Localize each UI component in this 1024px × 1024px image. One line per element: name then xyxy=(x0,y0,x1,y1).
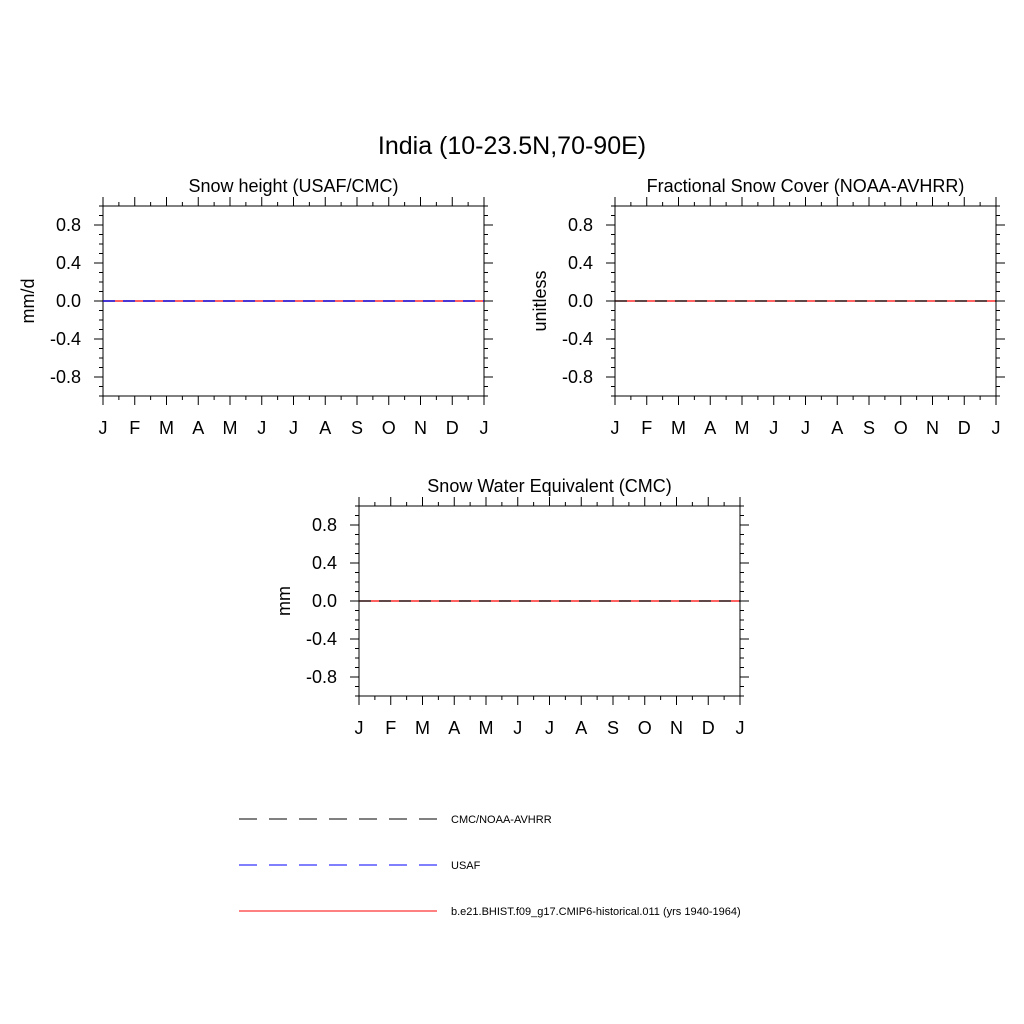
y-tick-label: -0.8 xyxy=(561,367,593,387)
x-tick-label: A xyxy=(575,718,588,738)
panel-1 xyxy=(18,176,493,438)
x-tick-label: F xyxy=(129,418,141,438)
y-tick-label: -0.4 xyxy=(49,329,81,349)
x-tick-label: S xyxy=(350,418,364,438)
x-tick-label: J xyxy=(289,418,298,438)
y-tick-label: 0.4 xyxy=(55,253,81,273)
x-tick-label: J xyxy=(801,418,810,438)
y-tick-label: 0.8 xyxy=(55,215,81,235)
figure-title: India (10-23.5N,70-90E) xyxy=(377,132,647,160)
y-tick-label: 0.0 xyxy=(311,591,337,611)
x-tick-label: J xyxy=(257,418,267,438)
x-tick-label: J xyxy=(735,718,745,738)
x-tick-label: S xyxy=(606,718,620,738)
x-tick-label: M xyxy=(415,718,430,738)
panel-3 xyxy=(274,476,749,738)
x-tick-label: J xyxy=(513,718,523,738)
y-axis-label: mm xyxy=(274,586,294,616)
x-tick-label: D xyxy=(957,418,971,438)
legend xyxy=(239,814,741,918)
x-tick-label: F xyxy=(385,718,397,738)
legend-label: b.e21.BHIST.f09_g17.CMIP6-historical.011 (yrs 1940-1964) xyxy=(451,906,741,918)
x-tick-label: J xyxy=(354,718,364,738)
x-tick-label: F xyxy=(641,418,653,438)
x-tick-label: O xyxy=(637,718,652,738)
panel-title: Fractional Snow Cover (NOAA-AVHRR) xyxy=(646,176,965,196)
y-tick-label: -0.4 xyxy=(561,329,593,349)
x-tick-label: S xyxy=(862,418,876,438)
panels xyxy=(18,176,1005,738)
x-tick-label: M xyxy=(222,418,238,438)
y-tick-label: -0.8 xyxy=(305,667,337,687)
x-tick-label: O xyxy=(381,418,396,438)
panel-2 xyxy=(530,176,1005,438)
x-tick-label: A xyxy=(704,418,717,438)
x-tick-label: D xyxy=(701,718,715,738)
x-tick-label: M xyxy=(734,418,750,438)
x-tick-label: M xyxy=(478,718,494,738)
y-tick-label: 0.0 xyxy=(567,291,593,311)
x-tick-label: A xyxy=(192,418,205,438)
x-tick-label: N xyxy=(414,418,427,438)
y-tick-label: -0.4 xyxy=(305,629,337,649)
panel-title: Snow Water Equivalent (CMC) xyxy=(427,476,672,496)
x-tick-label: A xyxy=(448,718,461,738)
panel-title: Snow height (USAF/CMC) xyxy=(188,176,399,196)
x-tick-label: N xyxy=(926,418,939,438)
y-axis-label: mm/d xyxy=(18,278,38,324)
y-tick-label: 0.4 xyxy=(311,553,337,573)
x-tick-label: J xyxy=(545,718,554,738)
y-tick-label: 0.0 xyxy=(55,291,81,311)
x-tick-label: A xyxy=(831,418,844,438)
y-tick-label: 0.4 xyxy=(567,253,593,273)
x-tick-label: M xyxy=(159,418,174,438)
x-tick-label: O xyxy=(893,418,908,438)
x-tick-label: D xyxy=(445,418,459,438)
x-tick-label: J xyxy=(991,418,1001,438)
x-tick-label: J xyxy=(610,418,620,438)
y-axis-label: unitless xyxy=(530,270,550,332)
x-tick-label: N xyxy=(670,718,683,738)
legend-label: USAF xyxy=(451,860,481,872)
x-tick-label: J xyxy=(769,418,779,438)
x-tick-label: J xyxy=(98,418,108,438)
y-tick-label: -0.8 xyxy=(49,367,81,387)
legend-label: CMC/NOAA-AVHRR xyxy=(451,814,552,826)
y-tick-label: 0.8 xyxy=(567,215,593,235)
x-tick-label: M xyxy=(671,418,686,438)
y-tick-label: 0.8 xyxy=(311,515,337,535)
x-tick-label: J xyxy=(479,418,489,438)
x-tick-label: A xyxy=(319,418,332,438)
